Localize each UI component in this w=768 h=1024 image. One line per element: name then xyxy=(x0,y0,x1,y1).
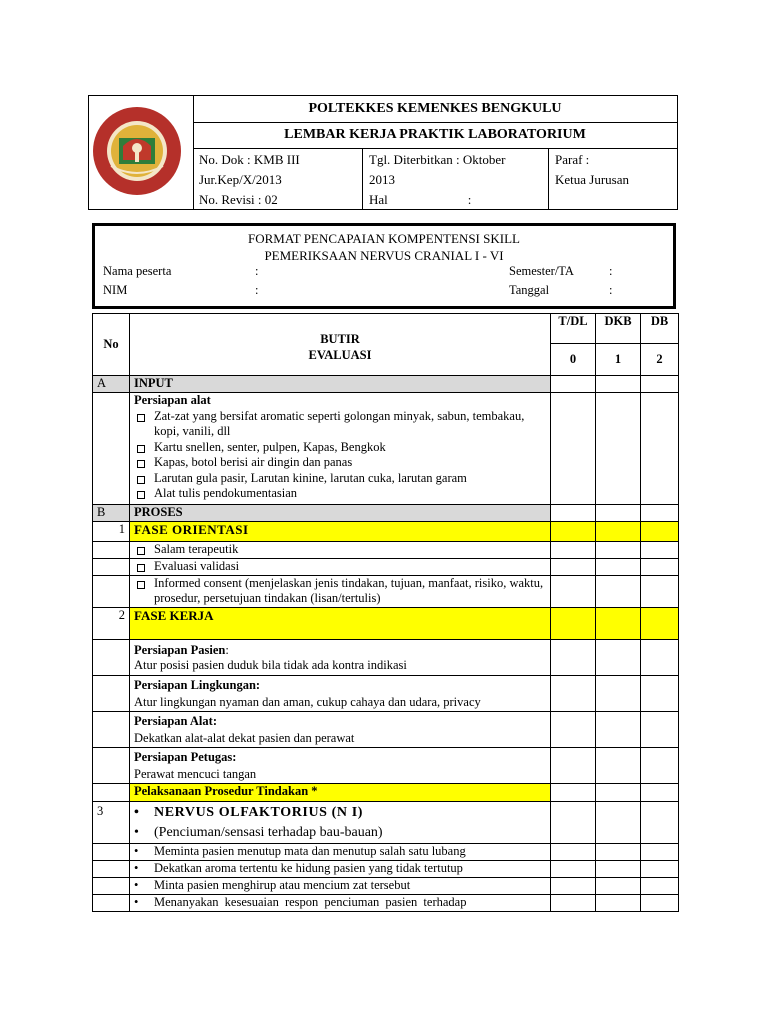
item-cell xyxy=(130,575,551,607)
nervus-cell xyxy=(130,801,551,843)
score-dkb: 1 xyxy=(596,344,641,376)
no-cell xyxy=(93,393,130,505)
score-cell[interactable] xyxy=(641,504,679,521)
assessment-info-box xyxy=(92,223,676,309)
score-cell[interactable] xyxy=(596,801,641,843)
score-cell[interactable] xyxy=(551,376,596,393)
table-row xyxy=(93,607,679,639)
evaluation-table xyxy=(92,313,679,912)
table-row xyxy=(93,783,679,801)
table-row xyxy=(93,558,679,575)
score-cell[interactable] xyxy=(596,675,641,711)
doc-number-value-2: Jur.Kep/X/2013 xyxy=(199,172,282,187)
semester-label: Semester/TA xyxy=(509,264,574,278)
box-title-1: FORMAT PENCAPAIAN KOMPENTENSI SKILL xyxy=(248,231,520,246)
table-row xyxy=(93,376,679,393)
no-cell xyxy=(93,639,130,675)
nim-colon: : xyxy=(255,283,259,297)
table-row xyxy=(93,521,679,541)
score-tdl: 0 xyxy=(551,344,596,376)
score-cell[interactable] xyxy=(641,860,679,877)
list-item: • Dekatkan aroma tertentu ke hidung pasien yang tidak tertutup xyxy=(134,861,546,877)
doc-number-value: KMB III xyxy=(253,152,300,167)
orientasi-title: FASE ORIENTASI xyxy=(130,521,551,541)
score-cell[interactable] xyxy=(641,843,679,860)
box-title-2: PEMERIKSAAN NERVUS CRANIAL I - VI xyxy=(264,248,504,263)
no-cell xyxy=(93,860,130,877)
semester-colon: : xyxy=(609,264,613,278)
signature-cell xyxy=(549,148,677,209)
list-item: • Meminta pasien menutup mata dan menutup salah satu lubang xyxy=(134,844,546,860)
document-meta xyxy=(193,148,677,209)
doc-number-label: No. Dok : xyxy=(199,152,251,167)
list-item: Kapas, botol berisi air dingin dan panas xyxy=(134,455,546,471)
score-cell[interactable] xyxy=(551,541,596,558)
prep-label: Persiapan Petugas: xyxy=(134,749,237,764)
date-label: Tanggal xyxy=(509,283,550,297)
item-cell xyxy=(130,541,551,558)
score-cell[interactable] xyxy=(641,575,679,607)
list-item: Kartu snellen, senter, pulpen, Kapas, Bengkok xyxy=(134,440,546,456)
table-row xyxy=(93,877,679,894)
page-label: Hal xyxy=(369,192,388,207)
score-cell[interactable] xyxy=(641,541,679,558)
revision-number: No. Revisi : 02 xyxy=(199,192,278,207)
prep-text: Dekatkan alat-alat dekat pasien dan perawat xyxy=(134,731,355,745)
table-row xyxy=(93,801,679,843)
score-cell[interactable] xyxy=(551,575,596,607)
list-item: • Menanyakan kesesuaian respon penciuman pasien terhadap xyxy=(134,895,546,911)
prep-label: Persiapan Alat: xyxy=(134,713,217,728)
item-cell xyxy=(130,894,551,911)
participant-name-colon: : xyxy=(255,264,259,278)
score-cell[interactable] xyxy=(596,393,641,505)
orientasi-number: 1 xyxy=(93,521,130,541)
nim-label: NIM xyxy=(103,283,128,297)
score-cell[interactable] xyxy=(551,860,596,877)
institution-logo xyxy=(89,96,193,209)
nervus-title: • NERVUS OLFAKTORIUS (N I) xyxy=(134,803,546,823)
score-cell[interactable] xyxy=(551,801,596,843)
nervus-number: 3 xyxy=(93,801,130,843)
header-item-1: BUTIR xyxy=(320,332,360,346)
table-row xyxy=(93,860,679,877)
prep-alat-cell xyxy=(130,711,551,747)
score-cell[interactable] xyxy=(641,675,679,711)
score-cell[interactable] xyxy=(596,877,641,894)
header-tdl: T/DL xyxy=(551,314,596,344)
score-cell[interactable] xyxy=(641,801,679,843)
page-colon: : xyxy=(467,192,472,207)
score-cell[interactable] xyxy=(551,747,596,783)
table-row xyxy=(93,504,679,521)
section-a-letter: A xyxy=(93,376,130,393)
header-no: No xyxy=(93,314,130,376)
paraf-label: Paraf : xyxy=(555,152,590,167)
score-cell[interactable] xyxy=(551,639,596,675)
no-cell xyxy=(93,675,130,711)
header-item-2: EVALUASI xyxy=(308,347,372,362)
score-cell[interactable] xyxy=(596,521,641,541)
institution-name: POLTEKKES KEMENKES BENGKULU xyxy=(193,96,677,123)
table-row xyxy=(93,575,679,607)
score-cell[interactable] xyxy=(596,783,641,801)
no-cell xyxy=(93,575,130,607)
table-row xyxy=(93,711,679,747)
score-cell[interactable] xyxy=(596,860,641,877)
table-row xyxy=(93,675,679,711)
date-colon: : xyxy=(609,283,613,297)
score-cell[interactable] xyxy=(551,894,596,911)
persiapan-alat-label: Persiapan alat xyxy=(134,393,211,407)
table-row xyxy=(93,541,679,558)
alat-list xyxy=(134,409,546,502)
logo-cell xyxy=(89,96,194,209)
list-item: Alat tulis pendokumentasian xyxy=(134,486,546,502)
table-row xyxy=(93,843,679,860)
table-row xyxy=(93,639,679,675)
participant-name-label: Nama peserta xyxy=(103,264,172,278)
prep-text: Perawat mencuci tangan xyxy=(134,767,257,781)
score-cell[interactable] xyxy=(551,843,596,860)
score-cell[interactable] xyxy=(551,607,596,639)
table-row xyxy=(93,894,679,911)
score-cell[interactable] xyxy=(551,521,596,541)
list-item: Informed consent (menjelaskan jenis tindakan, tujuan, manfaat, risiko, waktu, prosedur, persetujuan tindakan (lisan/tertulis) xyxy=(134,576,546,607)
score-cell[interactable] xyxy=(551,783,596,801)
persiapan-alat-cell xyxy=(130,393,551,505)
score-cell[interactable] xyxy=(596,711,641,747)
no-cell xyxy=(93,783,130,801)
item-cell xyxy=(130,558,551,575)
score-cell[interactable] xyxy=(551,675,596,711)
no-cell xyxy=(93,877,130,894)
item-cell xyxy=(130,877,551,894)
no-cell xyxy=(93,747,130,783)
header-dkb: DKB xyxy=(596,314,641,344)
score-cell[interactable] xyxy=(596,894,641,911)
prep-lingkungan-cell xyxy=(130,675,551,711)
score-cell[interactable] xyxy=(596,558,641,575)
score-cell[interactable] xyxy=(596,575,641,607)
form-title: LEMBAR KERJA PRAKTIK LABORATORIUM xyxy=(193,122,677,149)
score-cell[interactable] xyxy=(596,607,641,639)
list-item: Zat-zat yang bersifat aromatic seperti golongan minyak, sabun, tembakau, kopi, vanili, dll xyxy=(134,409,546,440)
kerja-title: FASE KERJA xyxy=(130,607,551,639)
score-db: 2 xyxy=(641,344,679,376)
list-item: Evaluasi validasi xyxy=(134,559,546,575)
score-cell[interactable] xyxy=(551,504,596,521)
list-item: Larutan gula pasir, Larutan kinine, larutan cuka, larutan garam xyxy=(134,471,546,487)
no-cell xyxy=(93,843,130,860)
prep-text: Atur posisi pasien duduk bila tidak ada kontra indikasi xyxy=(134,658,407,672)
doc-number-cell xyxy=(193,148,363,209)
published-cell xyxy=(363,148,549,209)
published-label: Tgl. Diterbitkan : Oktober xyxy=(369,152,506,167)
no-cell xyxy=(93,711,130,747)
prep-pasien-cell xyxy=(130,639,551,675)
section-b-letter: B xyxy=(93,504,130,521)
section-a-title: INPUT xyxy=(130,376,551,393)
score-cell[interactable] xyxy=(641,521,679,541)
table-row xyxy=(93,393,679,505)
pelaksanaan-title: Pelaksanaan Prosedur Tindakan * xyxy=(130,783,551,801)
no-cell xyxy=(93,558,130,575)
score-cell[interactable] xyxy=(641,639,679,675)
score-cell[interactable] xyxy=(596,843,641,860)
score-cell[interactable] xyxy=(641,393,679,505)
score-cell[interactable] xyxy=(551,558,596,575)
list-item: Salam terapeutik xyxy=(134,542,546,558)
score-cell[interactable] xyxy=(596,639,641,675)
score-cell[interactable] xyxy=(641,558,679,575)
list-item: • Minta pasien menghirup atau mencium zat tersebut xyxy=(134,878,546,894)
no-cell xyxy=(93,894,130,911)
score-cell[interactable] xyxy=(641,711,679,747)
prep-label: Persiapan Lingkungan: xyxy=(134,677,261,692)
section-b-title: PROSES xyxy=(130,504,551,521)
score-cell[interactable] xyxy=(596,376,641,393)
header-db: DB xyxy=(641,314,679,344)
signer-title: Ketua Jurusan xyxy=(555,172,630,187)
score-cell[interactable] xyxy=(596,747,641,783)
score-cell[interactable] xyxy=(596,541,641,558)
document-header xyxy=(88,95,678,210)
score-cell[interactable] xyxy=(551,711,596,747)
score-cell[interactable] xyxy=(551,393,596,505)
score-cell[interactable] xyxy=(641,783,679,801)
published-year: 2013 xyxy=(369,172,395,187)
prep-text: Atur lingkungan nyaman dan aman, cukup cahaya dan udara, privacy xyxy=(134,695,481,709)
score-cell[interactable] xyxy=(641,607,679,639)
score-cell[interactable] xyxy=(641,894,679,911)
item-cell xyxy=(130,843,551,860)
prep-label: Persiapan Pasien xyxy=(134,642,226,657)
score-cell[interactable] xyxy=(596,504,641,521)
score-cell[interactable] xyxy=(641,877,679,894)
item-cell xyxy=(130,860,551,877)
score-cell[interactable] xyxy=(551,877,596,894)
nervus-subtitle: • (Penciuman/sensasi terhadap bau-bauan) xyxy=(134,823,546,843)
score-cell[interactable] xyxy=(641,376,679,393)
kerja-number: 2 xyxy=(93,607,130,639)
table-row xyxy=(93,747,679,783)
no-cell xyxy=(93,541,130,558)
score-cell[interactable] xyxy=(641,747,679,783)
prep-petugas-cell xyxy=(130,747,551,783)
header-item xyxy=(130,314,551,376)
prep-label-suffix: : xyxy=(225,642,229,657)
